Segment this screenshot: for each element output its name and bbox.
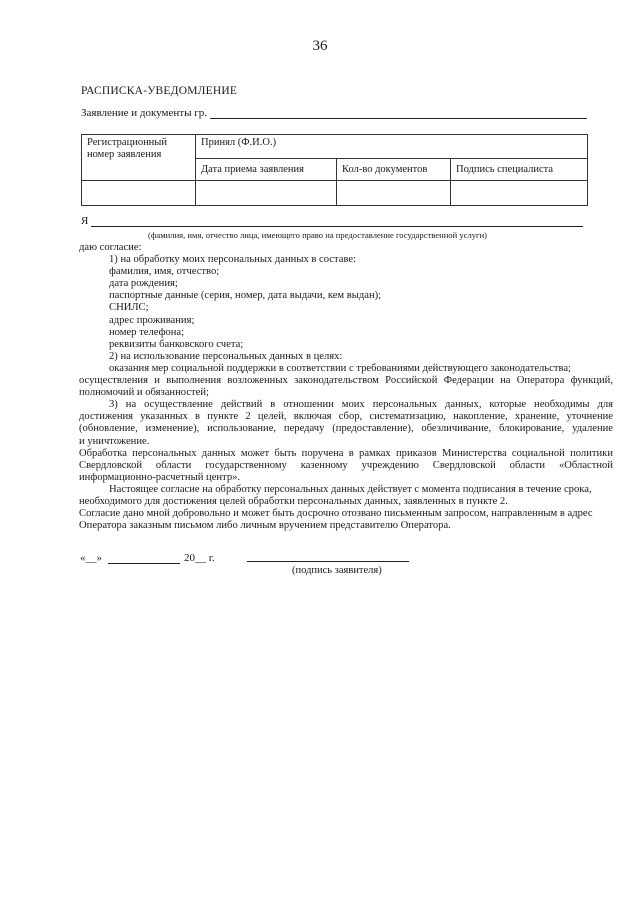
docs-count-cell bbox=[337, 181, 451, 206]
item2-title: 2) на использование персональных данных в целях: bbox=[109, 350, 343, 362]
document-title: РАСПИСКА-УВЕДОМЛЕНИЕ bbox=[81, 85, 238, 97]
date-line bbox=[80, 551, 215, 564]
item1-list-item: адрес проживания; bbox=[109, 314, 195, 326]
date-year: 20__ г. bbox=[184, 552, 215, 564]
item3-line: (обновление, изменение), использование, передачу (предоставление), обезличивание, блокирование, удаление bbox=[79, 423, 613, 435]
date-header: Дата приема заявления bbox=[196, 159, 337, 181]
reg-number-cell bbox=[82, 181, 196, 206]
entrust-line: Обработка персональных данных может быть поручена в рамках приказов Министерства социальной политики bbox=[79, 447, 613, 459]
validity-line: необходимого для достижения целей обработки персональных данных, заявленных в пункте 2. bbox=[79, 495, 508, 507]
signature-header: Подпись специалиста bbox=[451, 159, 588, 181]
page-number: 36 bbox=[312, 38, 328, 54]
date-month-blank bbox=[108, 551, 180, 564]
item1-title: 1) на обработку моих персональных данных в составе: bbox=[109, 254, 357, 266]
item1-list-item: фамилия, имя, отчество; bbox=[109, 266, 220, 278]
item1-list-item: дата рождения; bbox=[109, 278, 178, 290]
consent-body bbox=[79, 242, 613, 532]
i-line bbox=[81, 214, 583, 227]
revoke-line: Оператора заказным письмом либо личным вручением представителю Оператора. bbox=[79, 520, 451, 532]
give-consent: даю согласие: bbox=[79, 242, 142, 253]
signature-caption: (подпись заявителя) bbox=[292, 565, 382, 576]
item1-list-item: реквизиты банковского счета; bbox=[109, 338, 244, 350]
item3-line: достижения указанных в пункте 2 целей, включая сбор, систематизацию, накопление, хранение, уточнение bbox=[79, 411, 613, 423]
revoke-line: Согласие дано мной добровольно и может быть досрочно отозвано письменным запросом, направленным в адрес bbox=[79, 508, 593, 520]
name-caption: (фамилия, имя, отчество лица, имеющего право на предоставление государственной услуги) bbox=[148, 230, 488, 240]
item2-purpose-b: осуществления и выполнения возложенных законодательством Российской Федерации на Оператора функций, bbox=[79, 375, 613, 387]
i-label: Я bbox=[81, 215, 89, 227]
date-day: «__» bbox=[80, 552, 102, 564]
item2-purpose-b-cont: полномочий и обязанностей; bbox=[79, 387, 209, 399]
item1-list-item: паспортные данные (серия, номер, дата выдачи, кем выдан); bbox=[109, 290, 382, 302]
item1-list-item: номер телефона; bbox=[109, 326, 185, 338]
applicant-line-label: Заявление и документы гр. bbox=[81, 107, 207, 119]
applicant-name-blank bbox=[210, 106, 587, 119]
signature-cell bbox=[451, 181, 588, 206]
entrust-line: информационно-расчетный центр». bbox=[79, 471, 241, 483]
applicant-line bbox=[81, 106, 587, 119]
accepted-by-header: Принял (Ф.И.О.) bbox=[196, 135, 588, 159]
applicant-signature-line bbox=[247, 561, 409, 562]
docs-count-header: Кол-во документов bbox=[337, 159, 451, 181]
entrust-line: Свердловской области государственному казенному учреждению Свердловской области «Областной bbox=[79, 459, 613, 471]
item1-list-item: СНИЛС; bbox=[109, 302, 149, 314]
date-cell bbox=[196, 181, 337, 206]
item2-purpose-a: оказания мер социальной поддержки в соответствии с требованиями действующего законодательства; bbox=[109, 362, 571, 374]
registration-table bbox=[81, 134, 588, 206]
item3-line: и уничтожение. bbox=[79, 435, 150, 447]
full-name-blank bbox=[91, 214, 583, 227]
reg-number-header: Регистрационный номер заявления bbox=[82, 135, 196, 181]
item3-line: 3) на осуществление действий в отношении моих персональных данных, которые необходимы для bbox=[109, 399, 613, 411]
validity-line: Настоящее согласие на обработку персональных данных действует с момента подписания в течение срока, bbox=[109, 483, 592, 495]
